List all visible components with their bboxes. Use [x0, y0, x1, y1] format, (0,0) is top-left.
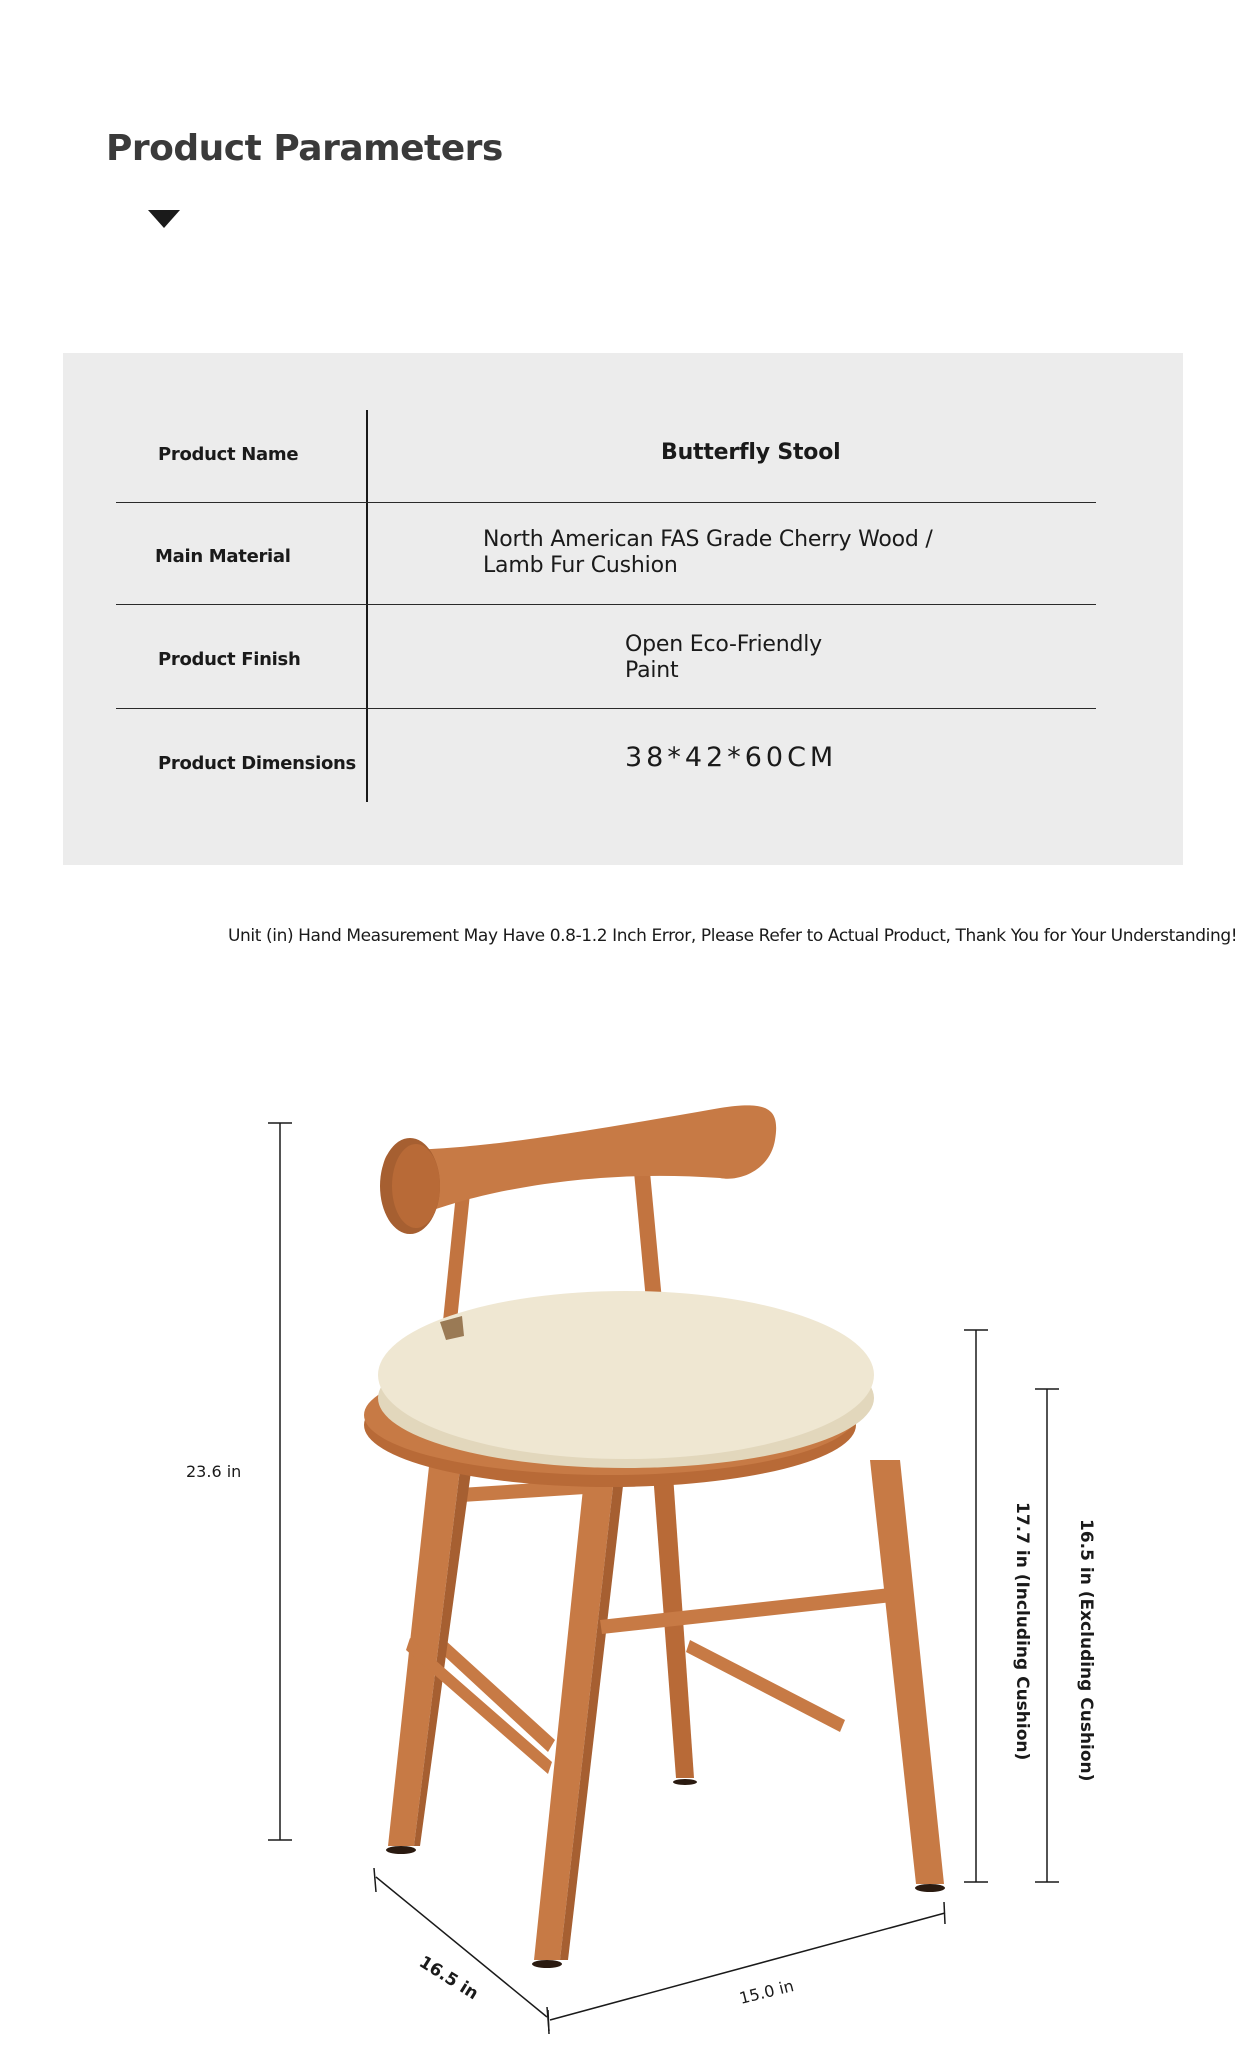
total-height-bracket	[268, 1123, 292, 1840]
width-label: 15.0 in	[737, 1976, 796, 2008]
column-divider	[366, 410, 368, 802]
seat-height-without-cushion-bracket	[1035, 1389, 1059, 1882]
product-finish-line: Paint	[625, 658, 679, 683]
seat-height-with-cushion-bracket	[964, 1330, 988, 1882]
product-name-label: Product Name	[158, 444, 299, 465]
seat-height-without-cushion-label: 16.5 in (Excluding Cushion)	[1076, 1519, 1096, 1782]
page-title: Product Parameters	[106, 128, 503, 169]
main-material-value	[483, 527, 933, 579]
stool-illustration	[364, 1105, 945, 1968]
row-divider	[116, 604, 1096, 605]
row-divider	[116, 708, 1096, 709]
parameter-table	[63, 353, 1183, 865]
product-dimensions-label: Product Dimensions	[158, 753, 356, 774]
product-finish-value	[625, 632, 822, 684]
triangle-down-icon	[148, 210, 180, 228]
depth-label: 16.5 in	[415, 1952, 482, 2005]
product-finish-label: Product Finish	[158, 649, 301, 670]
main-material-line: Lamb Fur Cushion	[483, 553, 678, 578]
total-height-label: 23.6 in	[186, 1462, 242, 1481]
main-material-label: Main Material	[155, 546, 291, 567]
measurement-disclaimer: Unit (in) Hand Measurement May Have 0.8-1.2 Inch Error, Please Refer to Actual Product, Thank You for Your Understanding!	[228, 926, 1238, 946]
product-dimensions-value: 38*42*60CM	[625, 742, 838, 773]
depth-bracket	[374, 1868, 549, 2031]
seat-height-with-cushion-label: 17.7 in (Including Cushion)	[1012, 1502, 1032, 1761]
main-material-line: North American FAS Grade Cherry Wood /	[483, 527, 933, 552]
row-divider	[116, 502, 1096, 503]
stool-dimension-diagram	[0, 1040, 1244, 2048]
product-finish-line: Open Eco-Friendly	[625, 632, 822, 657]
product-name-value: Butterfly Stool	[661, 440, 841, 465]
width-bracket	[548, 1902, 945, 2034]
